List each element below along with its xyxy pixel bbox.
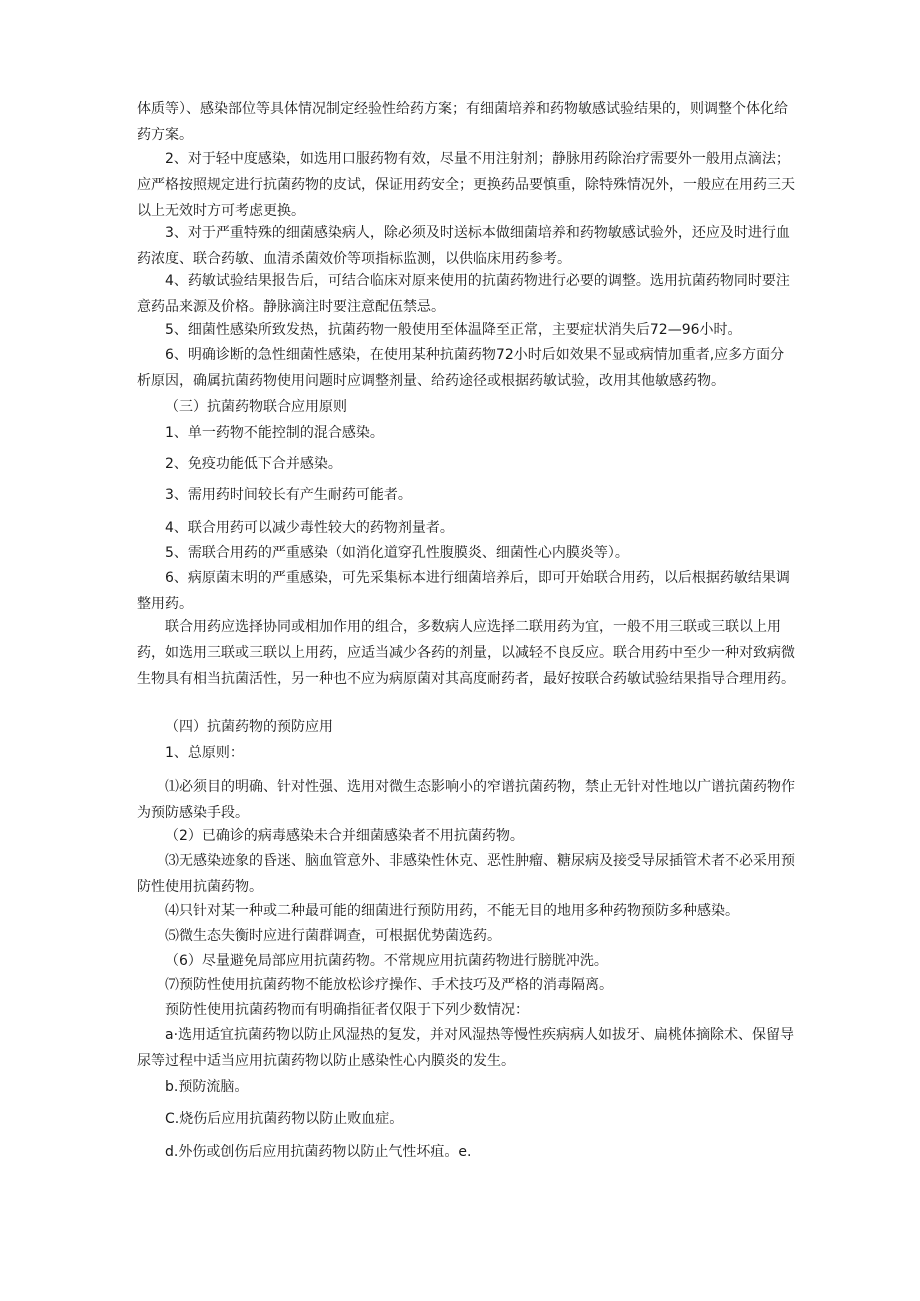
list-item: 5、需联合用药的严重感染（如消化道穿孔性腹膜炎、细菌性心内膜炎等）。 xyxy=(165,545,629,561)
list-item: 1、单一药物不能控制的混合感染。 xyxy=(165,425,384,441)
list-item: 6、病原菌末明的严重感染，可先采集标本进行细菌培养后，即可开始联合用药，以后根据药敏结果调整用药。 xyxy=(137,570,790,612)
paragraph-indications: 预防性使用抗菌药物而有明确指征者仅限于下列少数情况： xyxy=(165,1002,529,1018)
list-item: （2）已确诊的病毒感染未合并细菌感染者不用抗菌药物。 xyxy=(165,828,524,844)
list-item: ⑺预防性使用抗菌药物不能放松诊疗操作、手术技巧及严格的消毒隔离。 xyxy=(165,977,613,993)
list-item: ⑶无感染迹象的昏迷、脑血管意外、非感染性休克、恶性肿瘤、糖尿病及接受导尿插管术者不必采用预防性使用抗菌药物。 xyxy=(137,853,795,895)
list-item: ⑸微生态失衡时应进行菌群调查，可根据优势菌选药。 xyxy=(165,928,501,944)
list-item: b.预防流脑。 xyxy=(165,1079,249,1095)
list-item: C.烧伤后应用抗菌药物以防止败血症。 xyxy=(165,1111,404,1127)
paragraph-2: 2、对于轻中度感染，如选用口服药物有效，尽量不用注射剂；静脉用药除治疗需要外一般用点滴法；应严格按照规定进行抗菌药物的皮试，保证用药安全；更换药品要慎重，除特殊情况外，一般应在用药三天以上无效时方可考虑更换。 xyxy=(137,151,795,219)
list-item: ⑷只针对某一种或二种最可能的细菌进行预防用药，不能无目的地用多种药物预防多种感染。 xyxy=(165,903,739,919)
list-item: ⑴必须目的明确、针对性强、选用对微生态影响小的窄谱抗菌药物，禁止无针对性地以广谱抗菌药物作为预防感染手段。 xyxy=(137,779,795,821)
list-item: 3、需用药时间较长有产生耐药可能者。 xyxy=(165,487,412,503)
paragraph-6: 6、明确诊断的急性细菌性感染，在使用某种抗菌药物72小时后如效果不显或病情加重者,应多方面分析原因，确属抗菌药物使用问题时应调整剂量、给药途径或根据药敏试验，改用其他敏感药物。 xyxy=(137,347,785,389)
list-item: a·选用适宜抗菌药物以防止风湿热的复发，并对风湿热等慢性疾病病人如拔牙、扁桃体摘除术、保留导尿等过程中适当应用抗菌药物以防止感染性心内膜炎的发生。 xyxy=(137,1027,795,1069)
paragraph-3: 3、对于严重特殊的细菌感染病人，除必须及时送标本做细菌培养和药物敏感试验外，还应及时进行血药浓度、联合药敏、血清杀菌效价等项指标监测，以供临床用药参考。 xyxy=(137,225,790,267)
paragraph-1: 体质等）、感染部位等具体情况制定经验性给药方案；有细菌培养和药物敏感试验结果的，则调整个体化给药方案。 xyxy=(137,101,788,143)
paragraph-5: 5、细菌性感染所致发热，抗菌药物一般使用至体温降至正常，主要症状消失后72—96小时。 xyxy=(165,322,742,338)
paragraph-combination: 联合用药应选择协同或相加作用的组合，多数病人应选择二联用药为宜，一般不用三联或三联以上用药，如选用三联或三联以上用药，应适当减少各药的剂量，以减轻不良反应。联合用药中至少一种对致病微生物具有相当抗菌活性，另一种也不应为病原菌对其高度耐药者，最好按联合药敏试验结果指导合理用药。 xyxy=(137,619,795,687)
list-item: d.外伤或创伤后应用抗菌药物以防止气性坏疽。e. xyxy=(165,1144,472,1160)
list-item: 2、免疫功能低下合并感染。 xyxy=(165,456,342,472)
list-item: 4、联合用药可以减少毒性较大的药物剂量者。 xyxy=(165,520,454,536)
subheading-principles: 1、总原则： xyxy=(165,745,244,761)
section-heading-3: （三）抗菌药物联合应用原则 xyxy=(165,399,347,415)
paragraph-4: 4、药敏试验结果报告后，可结合临床对原来使用的抗菌药物进行必要的调整。选用抗菌药物同时要注意药品来源及价格。静脉滴注时要注意配伍禁忌。 xyxy=(137,273,790,315)
section-heading-4: （四）抗菌药物的预防应用 xyxy=(165,719,333,735)
list-item: （6）尽量避免局部应用抗菌药物。不常规应用抗菌药物进行膀胱冲洗。 xyxy=(165,953,608,969)
